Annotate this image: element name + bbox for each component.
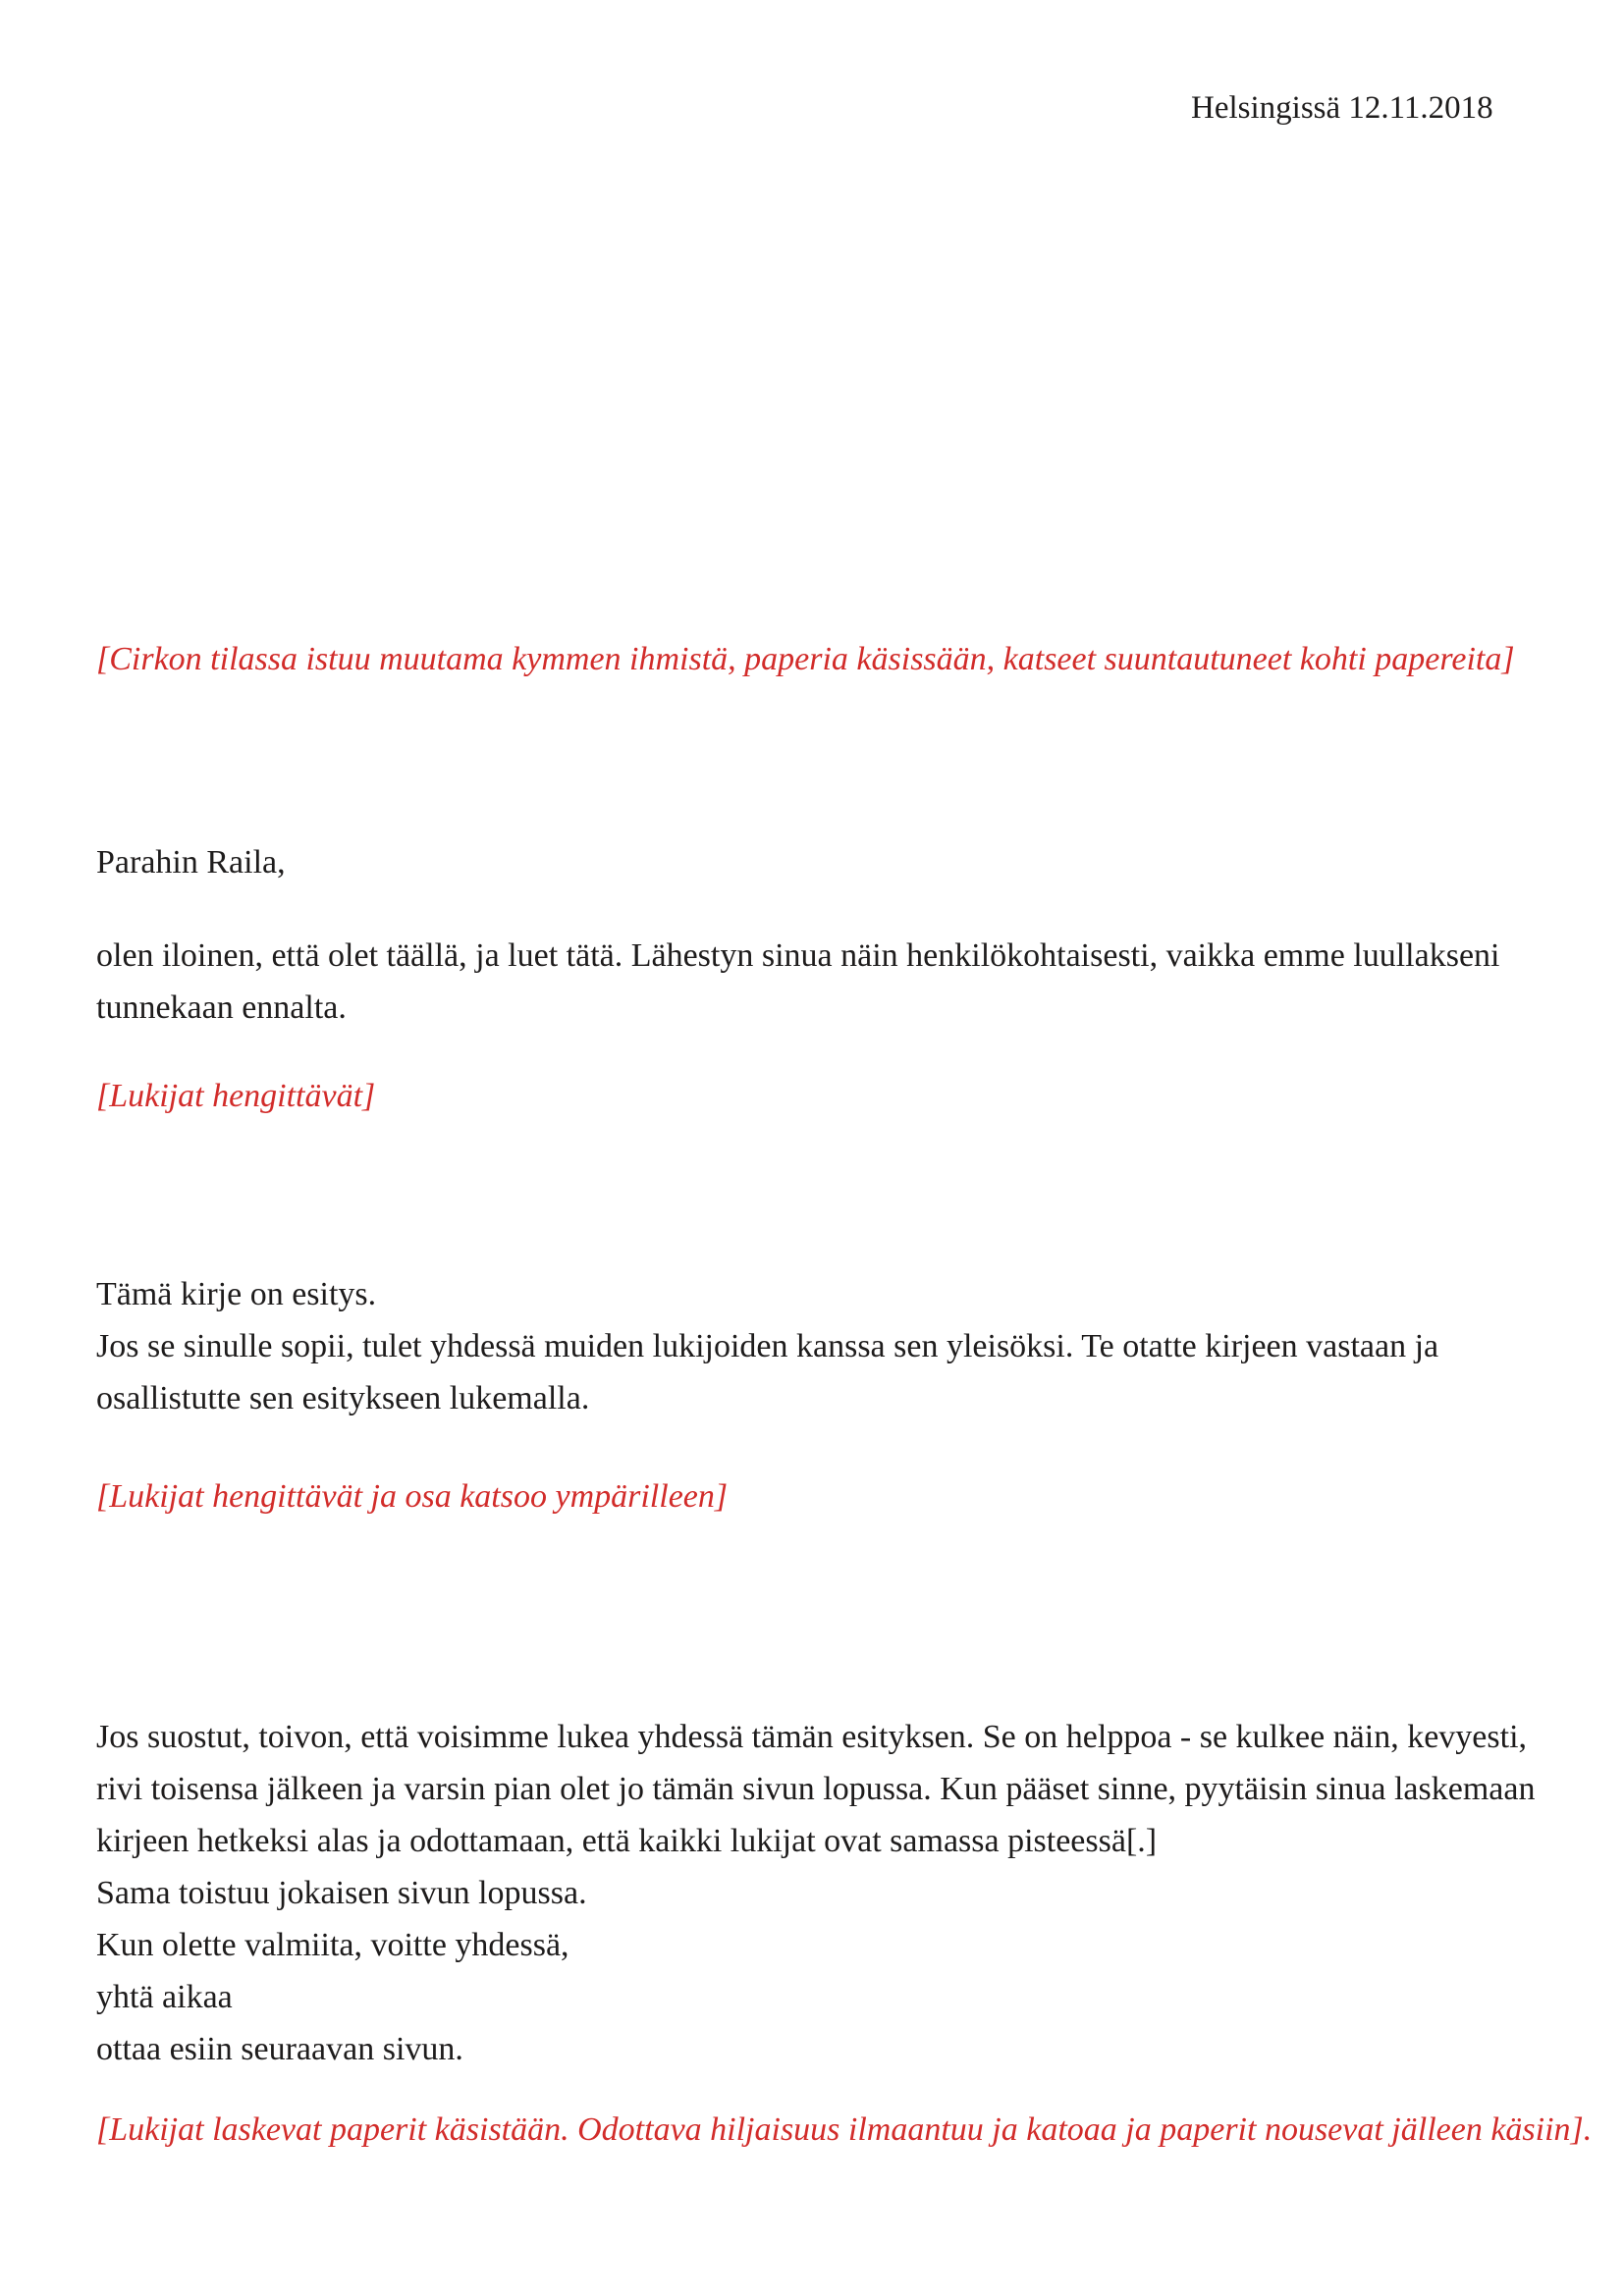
text-line: kirjeen hetkeksi alas ja odottamaan, että kaikki lukijat ovat samassa pisteessä[.]: [96, 1823, 1158, 1859]
text-line: Sama toistuu jokaisen sivun lopussa.: [96, 1875, 587, 1911]
text-line: Jos se sinulle sopii, tulet yhdessä muiden lukijoiden kanssa sen yleisöksi. Te otatte kirjeen vastaan ja: [96, 1328, 1439, 1364]
text-line: osallistutte sen esitykseen lukemalla.: [96, 1380, 590, 1416]
paragraph: [96, 1711, 1540, 2075]
stage-direction: [Lukijat laskevat paperit käsistään. Odottava hiljaisuus ilmaantuu ja katoaa ja paperit nousevat jälleen käsiin].: [96, 2111, 1593, 2148]
text-line: Kun olette valmiita, voitte yhdessä,: [96, 1927, 569, 1963]
text-line: yhtä aikaa: [96, 1979, 233, 2015]
paragraph: [96, 930, 1540, 1034]
text-line: Tämä kirje on esitys.: [96, 1276, 377, 1312]
text-line: tunnekaan ennalta.: [96, 989, 347, 1026]
paragraph: [96, 1268, 1540, 1424]
stage-direction: [Lukijat hengittävät ja osa katsoo ympärilleen]: [96, 1478, 729, 1515]
salutation: Parahin Raila,: [96, 844, 286, 881]
text-line: Jos suostut, toivon, että voisimme lukea yhdessä tämän esityksen. Se on helppoa - se kulkee näin, kevyesti,: [96, 1719, 1528, 1755]
text-line: rivi toisensa jälkeen ja varsin pian olet jo tämän sivun lopussa. Kun pääset sinne, pyytäisin sinua laskemaan: [96, 1771, 1536, 1807]
text-line: ottaa esiin seuraavan sivun.: [96, 2031, 463, 2067]
dateline: Helsingissä 12.11.2018: [1191, 90, 1493, 126]
stage-direction: [Lukijat hengittävät]: [96, 1078, 376, 1114]
stage-direction: [Cirkon tilassa istuu muutama kymmen ihmistä, paperia käsissään, katseet suuntautuneet kohti papereita]: [96, 641, 1515, 677]
text-line: olen iloinen, että olet täällä, ja luet tätä. Lähestyn sinua näin henkilökohtaisesti, vaikka emme luullakseni: [96, 937, 1500, 974]
